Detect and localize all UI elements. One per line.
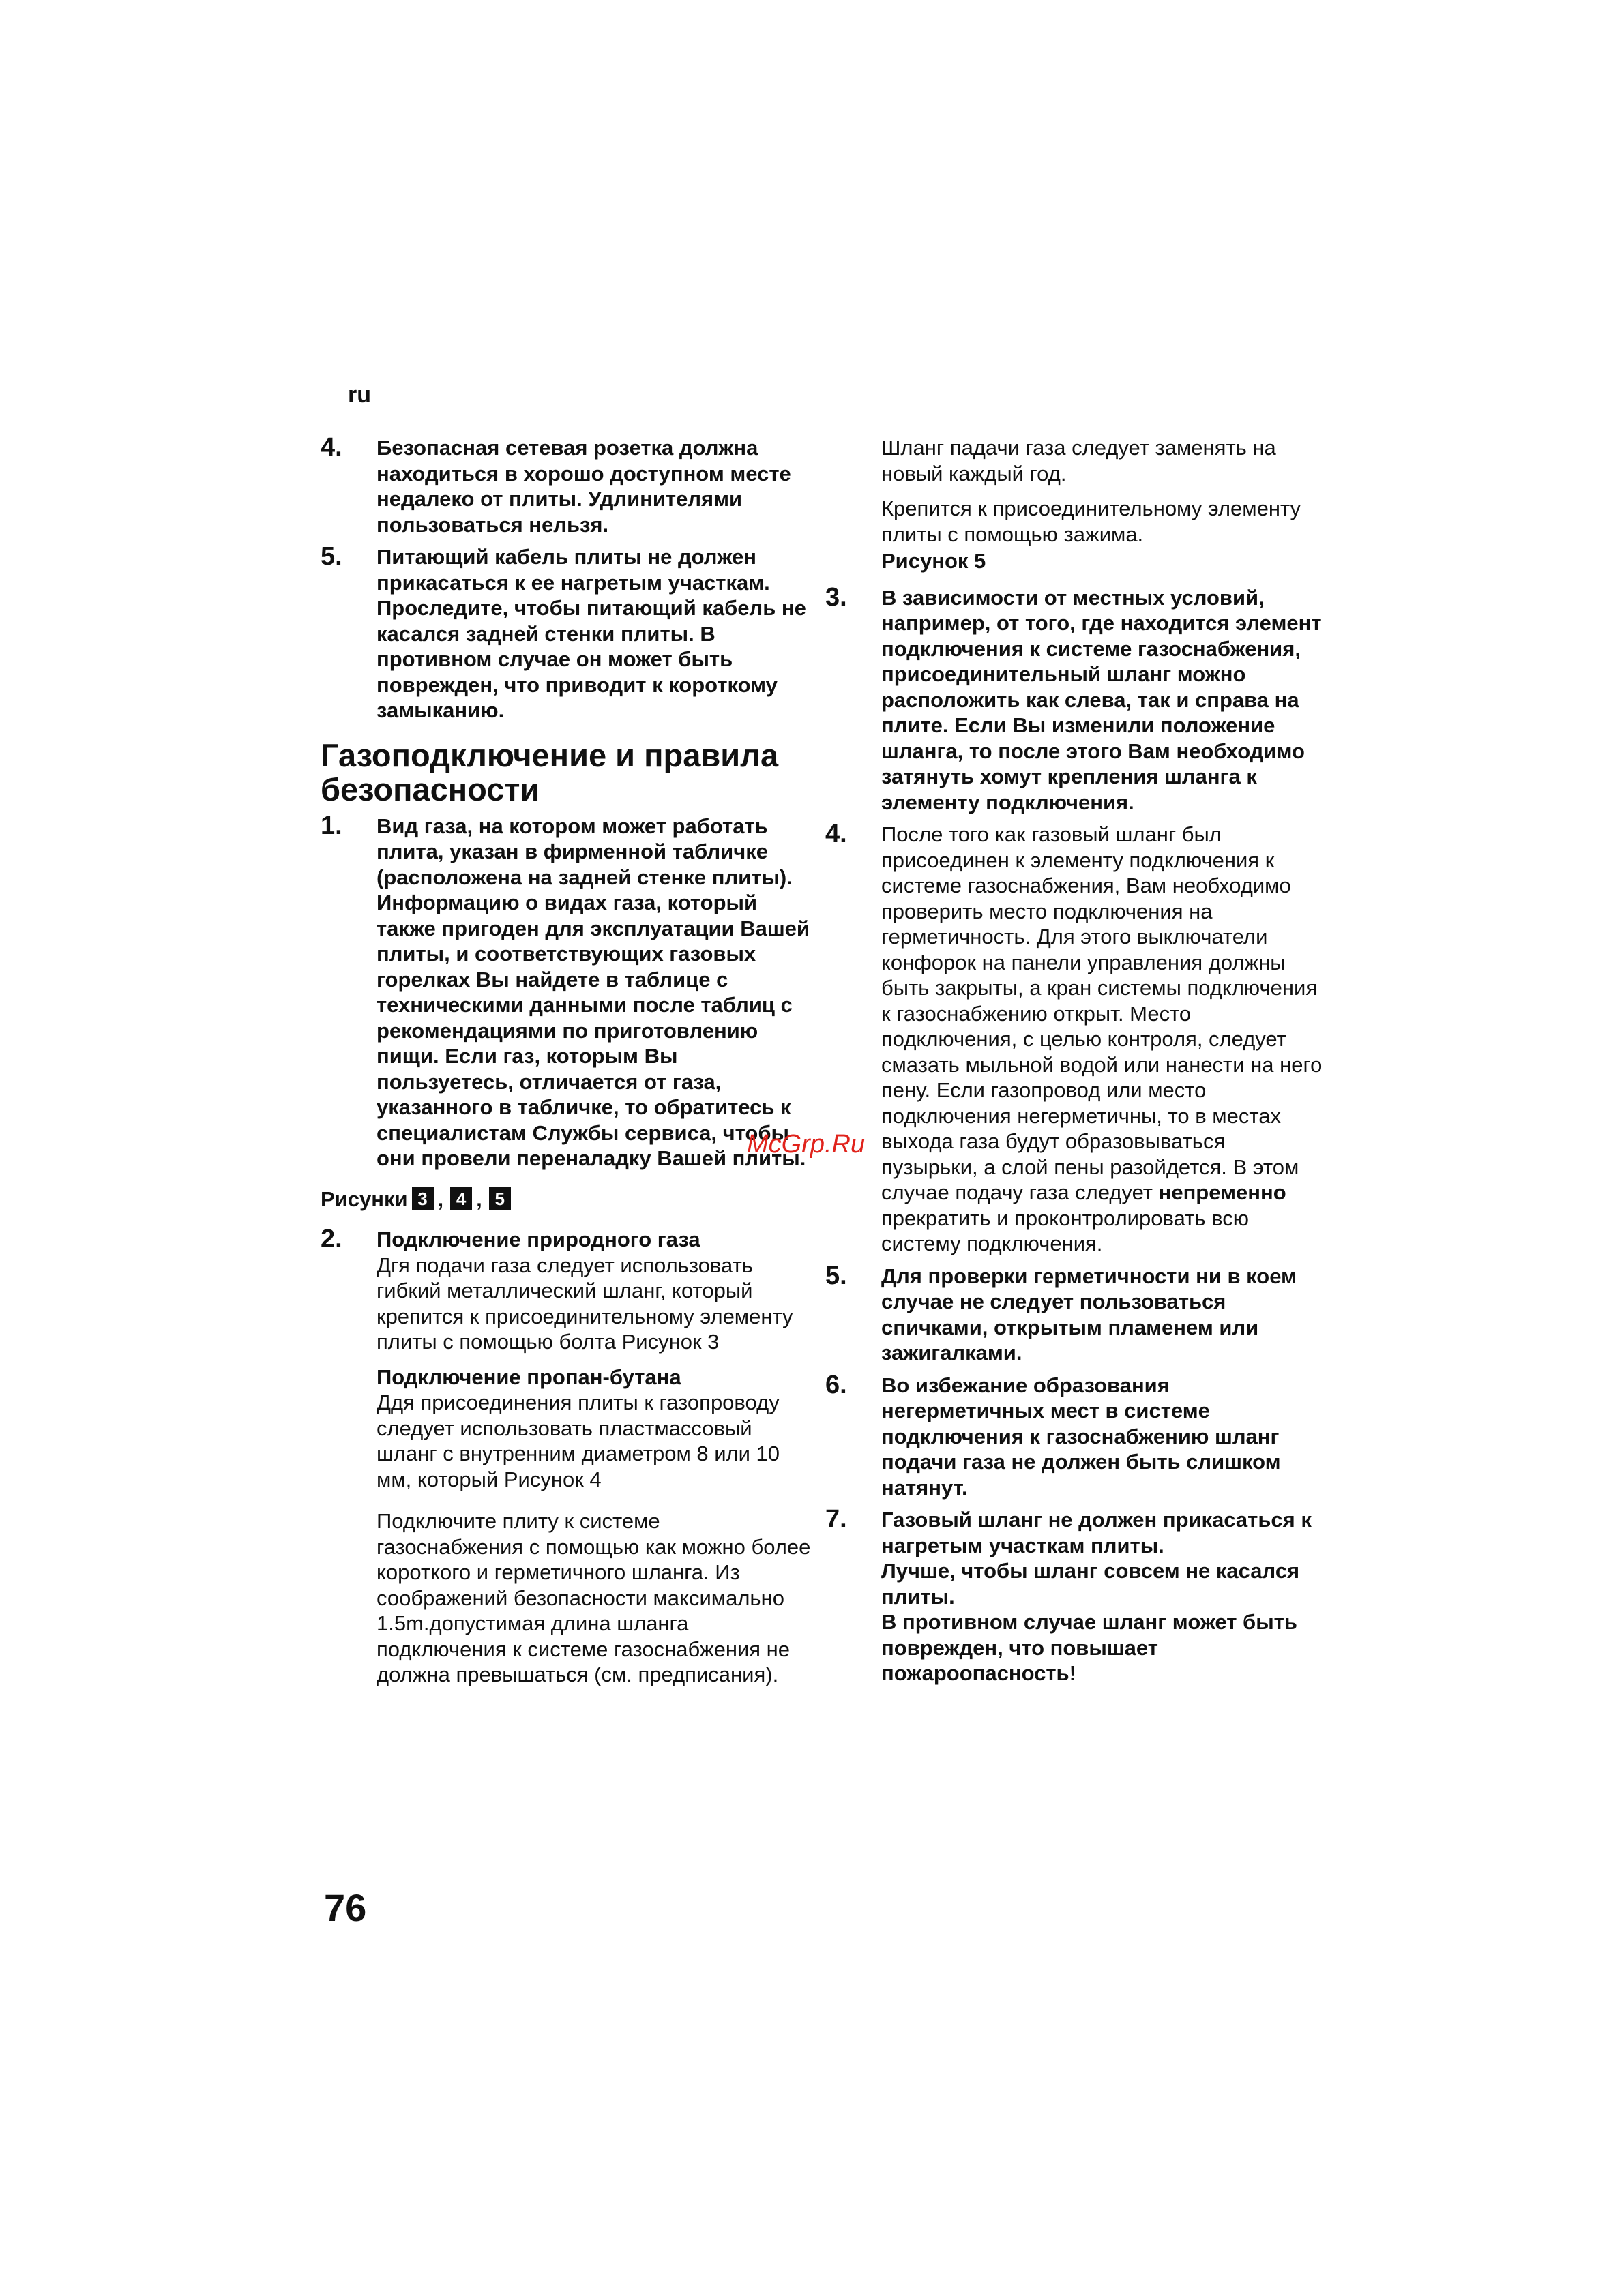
item-text-b: прекратить и проконтролировать всю систему подключения. <box>881 1206 1249 1255</box>
list-item-1 <box>321 811 812 1172</box>
figures-reference: Рисунки 3 , 4 , 5 <box>321 1187 812 1212</box>
subsection-title-propane: Подключение пропан-бутана <box>377 1365 681 1389</box>
list-item-5 <box>321 544 812 724</box>
figure-3-badge: 3 <box>412 1187 434 1210</box>
item-text-c: В противном случае шланг может быть поврежден, что повышает <box>881 1610 1297 1660</box>
item-number: 3. <box>825 582 847 612</box>
propane-text: Ддя присоединения плиты к газопроводу следует использовать пластмассовый шланг с внутренним диаметром 8 или 10 мм, который Рисунок 4 <box>377 1390 780 1491</box>
item-text <box>881 822 1327 1257</box>
emphasis-text: пожароопасность! <box>881 1661 1076 1685</box>
item-number: 7. <box>825 1505 847 1534</box>
left-column <box>321 435 812 1695</box>
emphasis-text: непременно <box>1158 1180 1286 1204</box>
figure-4-badge: 4 <box>450 1187 472 1210</box>
natural-gas-text: Дгя подачи газа следует использовать гибкий металлический шланг, который крепится к присоединительному элементу плиты с помощью болта Рисунок 3 <box>377 1253 793 1354</box>
item-text-a: Газовый шланг не должен прикасаться к нагретым участкам плиты. <box>881 1508 1312 1557</box>
item-number: 6. <box>825 1370 847 1399</box>
figure-5-reference: Рисунок 5 <box>881 549 986 573</box>
item-text: Вид газа, на котором может работать плита, указан в фирменной табличке (расположена на задней стенке плиты). Информацию о видах газа, который также пригоден для эксплуатации Вашей плиты, и соответствующих газовых горелках Вы найдете в таблице с техническими данными после таблиц с рекомендациями по приготовлению пищи. Если газ, которым Вы пользуетесь, отличается от газа, указанного в табличке, то обратитесь к специалистам Службы сервиса, чтобы они провели переналадку Вашей плиты. <box>377 814 810 1170</box>
hose-connection-text: Подключите плиту к системе газоснабжения с помощью как можно более короткого и герметичного шланга. Из соображений безопасности максимально 1.5m.допустимая длина шланга подключения к системе газоснабжения не должна превышаться (см. предписания). <box>377 1509 811 1686</box>
list-item-7 <box>825 1507 1327 1686</box>
item-number: 4. <box>825 820 847 848</box>
list-item-3 <box>825 582 1327 816</box>
item-number: 5. <box>321 542 342 571</box>
list-item-6 <box>825 1370 1327 1501</box>
item-text: В зависимости от местных условий, например, от того, где находится элемент подключения к системе газоснабжения, присоединительный шланг можно расположить как слева, так и справа на плите. Если Вы изменили положение шланга, то после этого Вам необходимо затянуть хомут крепления шланга к элементу подключения. <box>881 585 1322 814</box>
list-item-2 <box>321 1227 812 1688</box>
item-text: Во избежание образования негерметичных мест в системе подключения к газоснабжению шланг подачи газа не должен быть слишком натянут. <box>881 1373 1281 1500</box>
language-code: ru <box>348 382 371 408</box>
list-item-4 <box>825 822 1327 1257</box>
item-text: Безопасная сетевая розетка должна находиться в хорошо доступном месте недалеко от плиты. Удлинителями пользоваться нельзя. <box>377 436 791 537</box>
list-item-4 <box>321 435 812 537</box>
clamp-text: Крепится к присоединительному элементу плиты с помощью зажима. <box>881 496 1301 546</box>
hose-replace-text: Шланг падачи газа следует заменять на новый каждый год. <box>881 436 1276 486</box>
right-column <box>825 435 1327 1693</box>
item-text <box>881 1507 1327 1686</box>
page-number: 76 <box>324 1886 367 1929</box>
item-text-a: После того как газовый шланг был присоединен к элементу подключения к системе газоснабжения, Вам необходимо проверить место подключения на герметичность. Для этого выключатели конфорок на панели управления должны быть закрыты, а кран системы подключения к газоснабжению открыт. Место подключения, с целью контроля, следует смазать мыльной водой или нанести на него пену. Если газопровод или место подключения негерметичны, то в местах выхода газа будут образовываться пузырьки, а слой пены разойдется. В этом случае подачу газа следует <box>881 822 1323 1204</box>
item-number: 4. <box>321 433 342 462</box>
list-item-5 <box>825 1261 1327 1366</box>
item-text: Для проверки герметичности ни в коем случае не следует пользоваться спичками, открытым пламенем или зажигалками. <box>881 1264 1297 1365</box>
watermark: McGrp.Ru <box>747 1130 866 1159</box>
item-number: 1. <box>321 811 342 840</box>
item-number: 5. <box>825 1261 847 1290</box>
section-heading: Газоподключение и правила безопасности <box>321 736 779 807</box>
item-number: 2. <box>321 1225 342 1253</box>
figure-5-badge: 5 <box>489 1187 511 1210</box>
item-body <box>377 1227 812 1688</box>
item-text: Питающий кабель плиты не должен прикасаться к ее нагретым участкам. Проследите, чтобы питающий кабель не касался задней стенки плиты. В противном случае он может быть поврежден, что приводит к короткому замыканию. <box>377 545 806 722</box>
figures-label: Рисунки <box>321 1187 408 1211</box>
subsection-title-natural-gas: Подключение природного газа <box>377 1227 700 1251</box>
item-text-b: Лучше, чтобы шланг совсем не касался плиты. <box>881 1559 1300 1609</box>
